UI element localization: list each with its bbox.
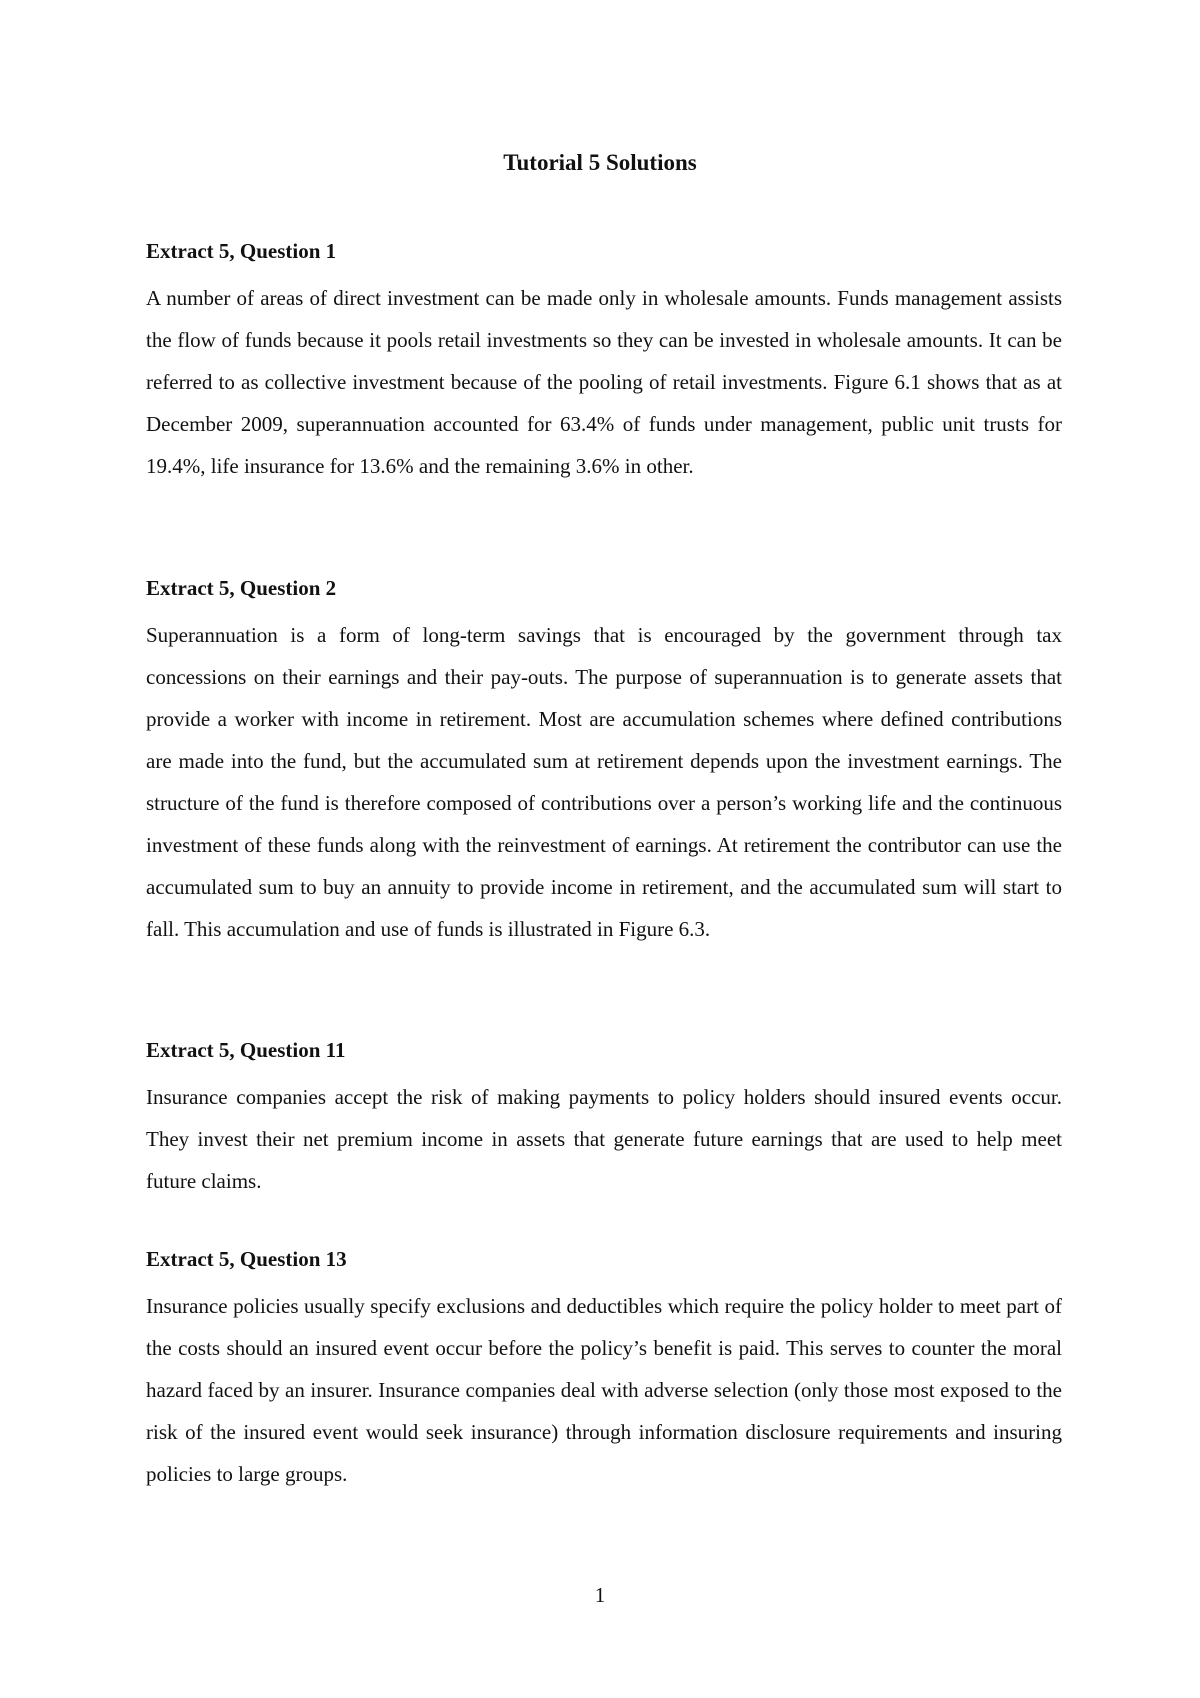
- section-question-11: [146, 1035, 1062, 1202]
- section-heading: Extract 5, Question 13: [146, 1247, 347, 1271]
- page-title: Tutorial 5 Solutions: [503, 150, 697, 175]
- section-body: Insurance policies usually specify exclusions and deductibles which require the policy holder to meet part of the costs should an insured event occur before the policy’s benefit is paid. This serves to counter the moral hazard faced by an insurer. Insurance companies deal with adverse selection (only those most exposed to the risk of the insured event would seek insurance) through information disclosure requirements and insuring policies to large groups.: [146, 1294, 1062, 1486]
- section-body: A number of areas of direct investment can be made only in wholesale amounts. Funds management assists the flow of funds because it pools retail investments so they can be invested in wholesale amounts. It can be referred to as collective investment because of the pooling of retail investments. Figure 6.1 shows that as at December 2009, superannuation accounted for 63.4% of funds under management, public unit trusts for 19.4%, life insurance for 13.6% and the remaining 3.6% in other.: [146, 286, 1062, 478]
- section-body: Insurance companies accept the risk of making payments to policy holders should insured events occur. They invest their net premium income in assets that generate future earnings that are used to help meet future claims.: [146, 1085, 1062, 1193]
- section-heading: Extract 5, Question 1: [146, 239, 337, 263]
- page-number: 1: [594, 1583, 606, 1607]
- section-question-1: [146, 236, 1062, 487]
- section-heading: Extract 5, Question 2: [146, 576, 337, 600]
- section-body: Superannuation is a form of long-term savings that is encouraged by the government through tax concessions on their earnings and their pay-outs. The purpose of superannuation is to generate assets that provide a worker with income in retirement. Most are accumulation schemes where defined contributions are made into the fund, but the accumulated sum at retirement depends upon the investment earnings. The structure of the fund is therefore composed of contributions over a person’s working life and the continuous investment of these funds along with the reinvestment of earnings. At retirement the contributor can use the accumulated sum to buy an annuity to provide income in retirement, and the accumulated sum will start to fall. This accumulation and use of funds is illustrated in Figure 6.3.: [146, 623, 1062, 941]
- section-question-2: [146, 573, 1062, 950]
- section-question-13: [146, 1244, 1062, 1495]
- section-heading: Extract 5, Question 11: [146, 1038, 346, 1062]
